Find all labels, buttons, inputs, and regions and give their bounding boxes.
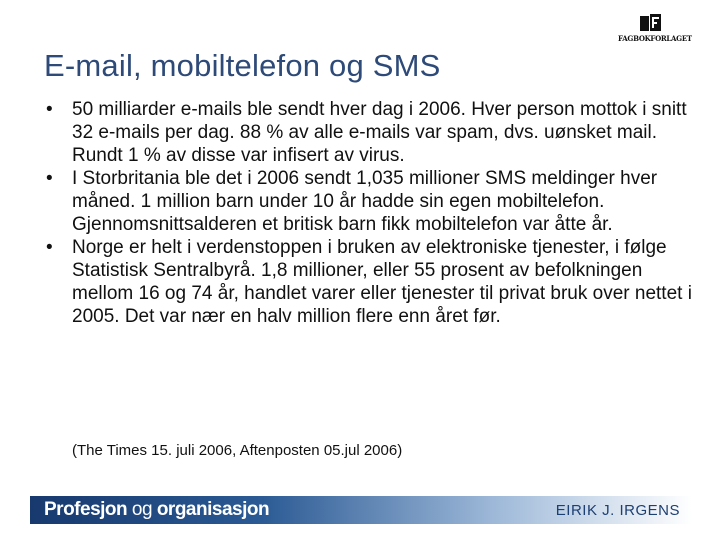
bullet-text: 50 milliarder e-mails ble sendt hver dag i 2006. Hver person mottok i snitt 32 e-mails per dag. 88 % av alle e-mails var spam, dvs. uønsket mail. Rundt 1 % av disse var infisert av virus. (72, 99, 687, 166)
bullet-item (46, 167, 696, 236)
source-citation: (The Times 15. juli 2006, Aftenposten 05.jul 2006) (72, 442, 403, 459)
bullet-marker: • (46, 99, 53, 120)
bullet-list (46, 98, 696, 328)
publisher-logo (618, 14, 692, 48)
bullet-marker: • (46, 237, 53, 258)
footer-bar (30, 496, 692, 524)
footer-word: Profesjon (44, 499, 128, 520)
bullet-text: I Storbritania ble det i 2006 sendt 1,035 millioner SMS meldinger hver måned. 1 million barn under 10 år hadde sin egen mobiltelefon. Gjennomsnittsalderen et britisk barn fikk mobiltelefon var åtte år. (72, 168, 658, 235)
footer-word: organisasjon (156, 499, 270, 520)
book-icon (640, 14, 662, 32)
footer-word: og (131, 499, 153, 520)
footer-series-title (44, 499, 269, 521)
bullet-marker: • (46, 168, 53, 189)
footer-author: EIRIK J. IRGENS (555, 502, 680, 519)
bullet-item (46, 236, 696, 328)
bullet-text: Norge er helt i verdenstoppen i bruken av elektroniske tjenester, i følge Statistisk Sentralbyrå. 1,8 millioner, eller 55 prosent av befolkningen mellom 16 og 74 år, handlet varer eller tjenester til privat bruk over nettet i 2005. Det var nær en halv million flere enn året før. (72, 237, 692, 327)
slide-title: E-mail, mobiltelefon og SMS (44, 48, 441, 83)
publisher-logo-text: FAGBOKFORLAGET (618, 34, 692, 43)
bullet-item (46, 98, 696, 167)
